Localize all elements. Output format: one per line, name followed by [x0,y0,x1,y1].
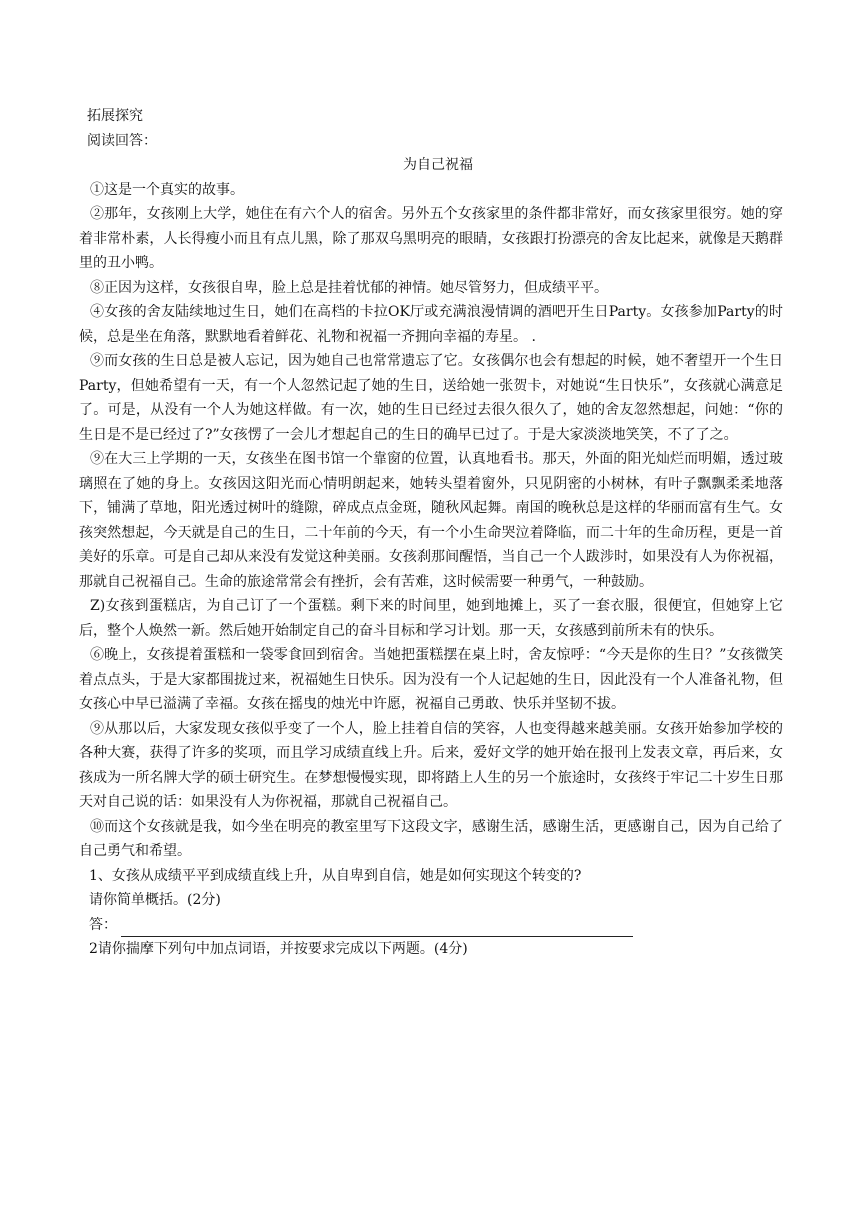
paragraph-1: ①这是一个真实的故事。 [90,181,244,198]
answer-row [79,913,783,938]
paragraph-7: Z)女孩到蛋糕店，为自己订了一个蛋糕。剩下来的时间里，她到地摊上，买了一套衣服，很便宜，但她穿上它后，整个人焕然一新。然后她开始制定自己的奋斗目标和学习计划。那一天，女孩感到前所未有的快乐。 [79,598,783,639]
answer-label: 答： [89,916,117,933]
section-subheading: 阅读回答： [87,132,157,149]
question-1: 1、女孩从成绩平平到成绩直线上升，从自卑到自信，她是如何实现这个转变的? [89,867,582,884]
question-2: 2请你揣摩下列句中加点词语，并按要求完成以下两题。(4分) [89,941,468,957]
article-title: 为自己祝福 [403,157,473,173]
paragraph-5: ⑨而女孩的生日总是被人忘记，因为她自己也常常遗忘了它。女孩偶尔也会有想起的时候，她不奢望开一个生日Party，但她希望有一天，有一个人忽然记起了她的生日，送给她一张贺卡，对她说“生日快乐”，女孩就心满意足了。可是，从没有一个人为她这样做。有一次，她的生日已经过去很久很久了，她的舍友忽然想起，问她：“你的生日是不是已经过了?”女孩愣了一会儿才想起自己的生日的确早已过了。于是大家淡淡地笑笑，不了了之。 [79,353,783,443]
section-heading: 拓展探究 [87,108,143,124]
paragraph-3: ⑧正因为这样，女孩很自卑，脸上总是挂着忧郁的神情。她尽管努力，但成绩平平。 [90,279,608,296]
paragraph-6: ⑨在大三上学期的一天，女孩坐在图书馆一个靠窗的位置，认真地看书。那天，外面的阳光灿烂而明媚，透过玻璃照在了她的身上。女孩因这阳光而心情明朗起来，她转头望着窗外，只见阴密的小树林，有叶子飘飘柔柔地落下，铺满了草地，阳光透过树叶的缝隙，碎成点点金斑，随秋风起舞。南国的晚秋总是这样的华丽而富有生气。女孩突然想起，今天就是自己的生日，二十年前的今天，有一个小生命哭泣着降临，而二十年的生命历程，更是一首美好的乐章。可是自己却从来没有发觉这种美丽。女孩刹那间醒悟，当自己一个人跋涉时，如果没有人为你祝福，那就自己祝福自己。生命的旅途常常会有挫折，会有苦难，这时候需要一种勇气，一种鼓励。 [79,451,783,590]
document-page [79,104,783,962]
paragraph-4: ④女孩的舍友陆续地过生日，她们在高档的卡拉OK厅或充满浪漫情调的酒吧开生日Party。女孩参加Party的时候，总是坐在角落，默默地看着鲜花、礼物和祝福一齐拥向幸福的寿星。 . [79,304,783,345]
paragraph-2: ②那年，女孩刚上大学，她住在有六个人的宿舍。另外五个女孩家里的条件都非常好，而女孩家里很穷。她的穿着非常朴素，人长得瘦小而且有点儿黑，除了那双乌黑明亮的眼睛，女孩跟打扮漂亮的舍友比起来，就像是天鹅群里的丑小鸭。 [79,206,783,271]
paragraph-9: ⑨从那以后，大家发现女孩似乎变了一个人，脸上挂着自信的笑容，人也变得越来越美丽。女孩开始参加学校的各种大赛，获得了许多的奖项，而且学习成绩直线上升。后来，爱好文学的她开始在报刊上发表文章，再后来，女孩成为一所名牌大学的硕士研究生。在梦想慢慢实现，即将踏上人生的另一个旅途时，女孩终于牢记二十岁生日那天对自己说的话：如果没有人为你祝福，那就自己祝福自己。 [79,720,783,810]
question-1-instruction: 请你简单概括。(2分) [89,892,221,908]
answer-blank-line[interactable] [121,921,633,937]
paragraph-10: ⑩而这个女孩就是我，如今坐在明亮的教室里写下这段文字，感谢生活，感谢生活，更感谢自己，因为自己给了自己勇气和希望。 [79,818,783,859]
paragraph-8: ⑥晚上，女孩提着蛋糕和一袋零食回到宿舍。当她把蛋糕摆在桌上时，舍友惊呼：“今天是你的生日？”女孩微笑着点点头，于是大家都围拢过来，祝福她生日快乐。因为没有一个人记起她的生日，因此没有一个人准备礼物，但女孩心中早已溢满了幸福。女孩在摇曳的烛光中许愿，祝福自己勇敢、快乐并坚韧不拔。 [79,647,783,712]
